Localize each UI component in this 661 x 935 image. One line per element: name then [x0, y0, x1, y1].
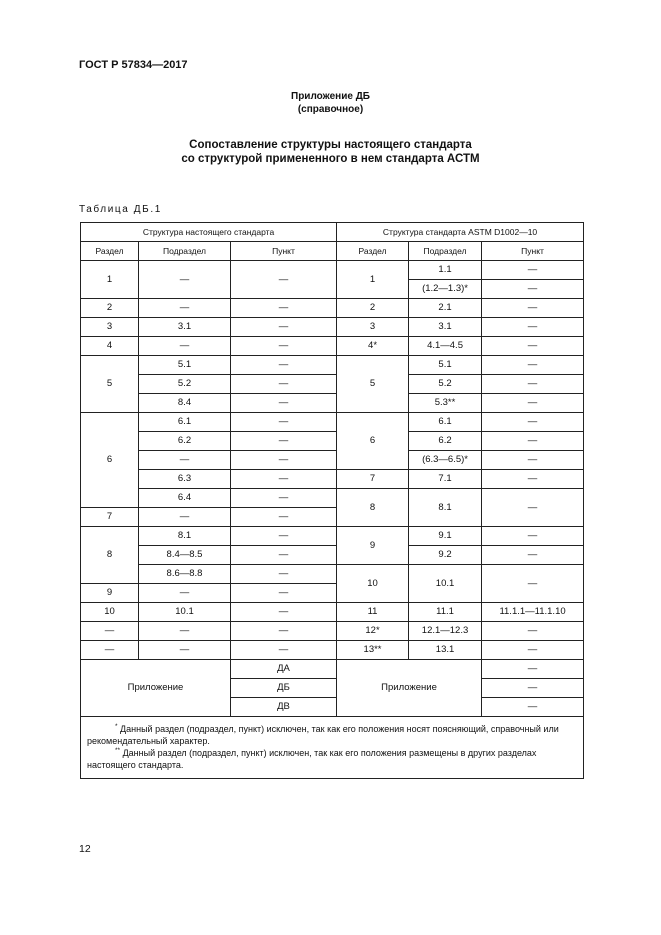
- cell: 3: [337, 318, 409, 337]
- cell: 2: [337, 299, 409, 318]
- cell: 13.1: [409, 641, 482, 660]
- cell: —: [231, 603, 337, 622]
- cell: 9: [337, 527, 409, 565]
- cell: —: [482, 318, 584, 337]
- table-row: [81, 489, 584, 508]
- cell: 5.1: [409, 356, 482, 375]
- cell: 6: [81, 413, 139, 508]
- cell: 6.1: [139, 413, 231, 432]
- appendix-label-left: Приложение: [81, 660, 231, 717]
- cell: 8.6—8.8: [139, 565, 231, 584]
- appendix-label-right: Приложение: [337, 660, 482, 717]
- cell: —: [231, 299, 337, 318]
- cell: —: [231, 356, 337, 375]
- annex-subtitle: (справочное): [297, 104, 364, 115]
- footnote-1: [87, 723, 577, 747]
- table-row: [81, 261, 584, 280]
- cell: —: [81, 641, 139, 660]
- cell: 1: [337, 261, 409, 299]
- cell: —: [231, 318, 337, 337]
- cell: (1.2—1.3)*: [409, 280, 482, 299]
- cell: —: [231, 451, 337, 470]
- cell: 8.4: [139, 394, 231, 413]
- table-row: [81, 356, 584, 375]
- table-row: [81, 432, 584, 451]
- cell: 11.1.1—11.1.10: [482, 603, 584, 622]
- cell: 1: [81, 261, 139, 299]
- cell: —: [231, 470, 337, 489]
- table-row: [81, 413, 584, 432]
- cell: 6.2: [409, 432, 482, 451]
- cell: 8.4—8.5: [139, 546, 231, 565]
- cell: 6.1: [409, 413, 482, 432]
- cell: —: [482, 546, 584, 565]
- table-row: [81, 299, 584, 318]
- cell: —: [482, 375, 584, 394]
- cell: 6.2: [139, 432, 231, 451]
- cell: ДА: [231, 660, 337, 679]
- cell: 7: [81, 508, 139, 527]
- cell: —: [81, 622, 139, 641]
- cell: —: [231, 261, 337, 299]
- cell: —: [482, 489, 584, 527]
- cell: —: [139, 641, 231, 660]
- cell: 9: [81, 584, 139, 603]
- cell: —: [231, 527, 337, 546]
- table-row: [81, 527, 584, 546]
- footnote-1-text: Данный раздел (подраздел, пункт) исключен, так как его положения носят поясняющий, справочный или рекомендательный характер.: [87, 724, 559, 746]
- cell: —: [231, 584, 337, 603]
- cell: —: [231, 394, 337, 413]
- cell: 12.1—12.3: [409, 622, 482, 641]
- cell: 5.1: [139, 356, 231, 375]
- cell: 13**: [337, 641, 409, 660]
- cell: 8.1: [139, 527, 231, 546]
- cell: —: [482, 679, 584, 698]
- cell: 5: [81, 356, 139, 413]
- cell: 11.1: [409, 603, 482, 622]
- table-row: [81, 470, 584, 489]
- footnote-2: [87, 747, 577, 771]
- cell: 12*: [337, 622, 409, 641]
- table-row: [81, 546, 584, 565]
- col-header-punkt: Пункт: [482, 242, 584, 261]
- cell: —: [482, 660, 584, 679]
- cell: (6.3—6.5)*: [409, 451, 482, 470]
- table-row: [81, 318, 584, 337]
- cell: 10: [337, 565, 409, 603]
- table-group-header: [81, 223, 584, 242]
- cell: —: [482, 622, 584, 641]
- cell: —: [231, 375, 337, 394]
- footnote-2-marker: **: [115, 747, 121, 754]
- table-row: [81, 394, 584, 413]
- cell: —: [482, 451, 584, 470]
- cell: 11: [337, 603, 409, 622]
- cell: —: [231, 622, 337, 641]
- col-header-punkt: Пункт: [231, 242, 337, 261]
- cell: ДВ: [231, 698, 337, 717]
- col-header-razdel: Раздел: [337, 242, 409, 261]
- cell: —: [482, 356, 584, 375]
- cell: —: [139, 584, 231, 603]
- page-title-line-1: Сопоставление структуры настоящего стандарта: [189, 139, 472, 151]
- cell: —: [482, 565, 584, 603]
- footnote-1-marker: *: [115, 723, 118, 730]
- table-row: [81, 375, 584, 394]
- table-column-header: [81, 242, 584, 261]
- cell: 9.1: [409, 527, 482, 546]
- cell: —: [139, 622, 231, 641]
- cell: 4*: [337, 337, 409, 356]
- cell: —: [231, 641, 337, 660]
- cell: —: [482, 432, 584, 451]
- table-row: [81, 603, 584, 622]
- cell: —: [482, 337, 584, 356]
- annex-title: Приложение ДБ: [291, 91, 370, 102]
- cell: —: [482, 413, 584, 432]
- cell: 3.1: [139, 318, 231, 337]
- col-header-razdel: Раздел: [81, 242, 139, 261]
- table-row: [81, 622, 584, 641]
- cell: 2: [81, 299, 139, 318]
- footnote-2-text: Данный раздел (подраздел, пункт) исключен, так как его положения размещены в других разделах настоящего стандарта.: [87, 748, 537, 770]
- cell: —: [231, 508, 337, 527]
- cell: 1.1: [409, 261, 482, 280]
- cell: 5.2: [409, 375, 482, 394]
- page-title-line-2: со структурой примененного в нем стандарта АСТМ: [181, 153, 480, 165]
- page-number: 12: [79, 843, 91, 855]
- cell: —: [139, 299, 231, 318]
- cell: 4: [81, 337, 139, 356]
- cell: —: [139, 451, 231, 470]
- cell: 8: [337, 489, 409, 527]
- cell: —: [231, 546, 337, 565]
- table-row: [81, 337, 584, 356]
- col-header-podrazdel: Подраздел: [409, 242, 482, 261]
- cell: 3.1: [409, 318, 482, 337]
- cell: —: [482, 299, 584, 318]
- cell: —: [231, 413, 337, 432]
- cell: 3: [81, 318, 139, 337]
- group-header-right: Структура стандарта ASTM D1002—10: [337, 223, 584, 242]
- cell: —: [482, 698, 584, 717]
- cell: 2.1: [409, 299, 482, 318]
- table-notes-row: [81, 717, 584, 779]
- cell: —: [482, 470, 584, 489]
- cell: 7: [337, 470, 409, 489]
- cell: 10.1: [409, 565, 482, 603]
- cell: —: [482, 280, 584, 299]
- cell: —: [482, 394, 584, 413]
- cell: —: [139, 508, 231, 527]
- cell: 6.3: [139, 470, 231, 489]
- cell: —: [139, 337, 231, 356]
- cell: 8: [81, 527, 139, 584]
- cell: 8.1: [409, 489, 482, 527]
- cell: —: [139, 261, 231, 299]
- cell: 6.4: [139, 489, 231, 508]
- table-row: [81, 451, 584, 470]
- cell: —: [482, 527, 584, 546]
- cell: —: [482, 261, 584, 280]
- table-row: [81, 660, 584, 679]
- table-notes: [81, 717, 584, 779]
- col-header-podrazdel: Подраздел: [139, 242, 231, 261]
- table-label: Таблица ДБ.1: [79, 204, 162, 215]
- document-header: ГОСТ Р 57834—2017: [79, 59, 188, 71]
- cell: —: [231, 565, 337, 584]
- cell: 9.2: [409, 546, 482, 565]
- cell: 6: [337, 413, 409, 470]
- cell: 4.1—4.5: [409, 337, 482, 356]
- cell: —: [231, 432, 337, 451]
- cell: ДБ: [231, 679, 337, 698]
- cell: —: [231, 489, 337, 508]
- cell: —: [482, 641, 584, 660]
- cell: 7.1: [409, 470, 482, 489]
- table-row: [81, 565, 584, 584]
- cell: 5.2: [139, 375, 231, 394]
- cell: 5: [337, 356, 409, 413]
- cell: —: [231, 337, 337, 356]
- cell: 5.3**: [409, 394, 482, 413]
- group-header-left: Структура настоящего стандарта: [81, 223, 337, 242]
- comparison-table: [80, 222, 584, 779]
- cell: 10: [81, 603, 139, 622]
- table-row: [81, 641, 584, 660]
- cell: 10.1: [139, 603, 231, 622]
